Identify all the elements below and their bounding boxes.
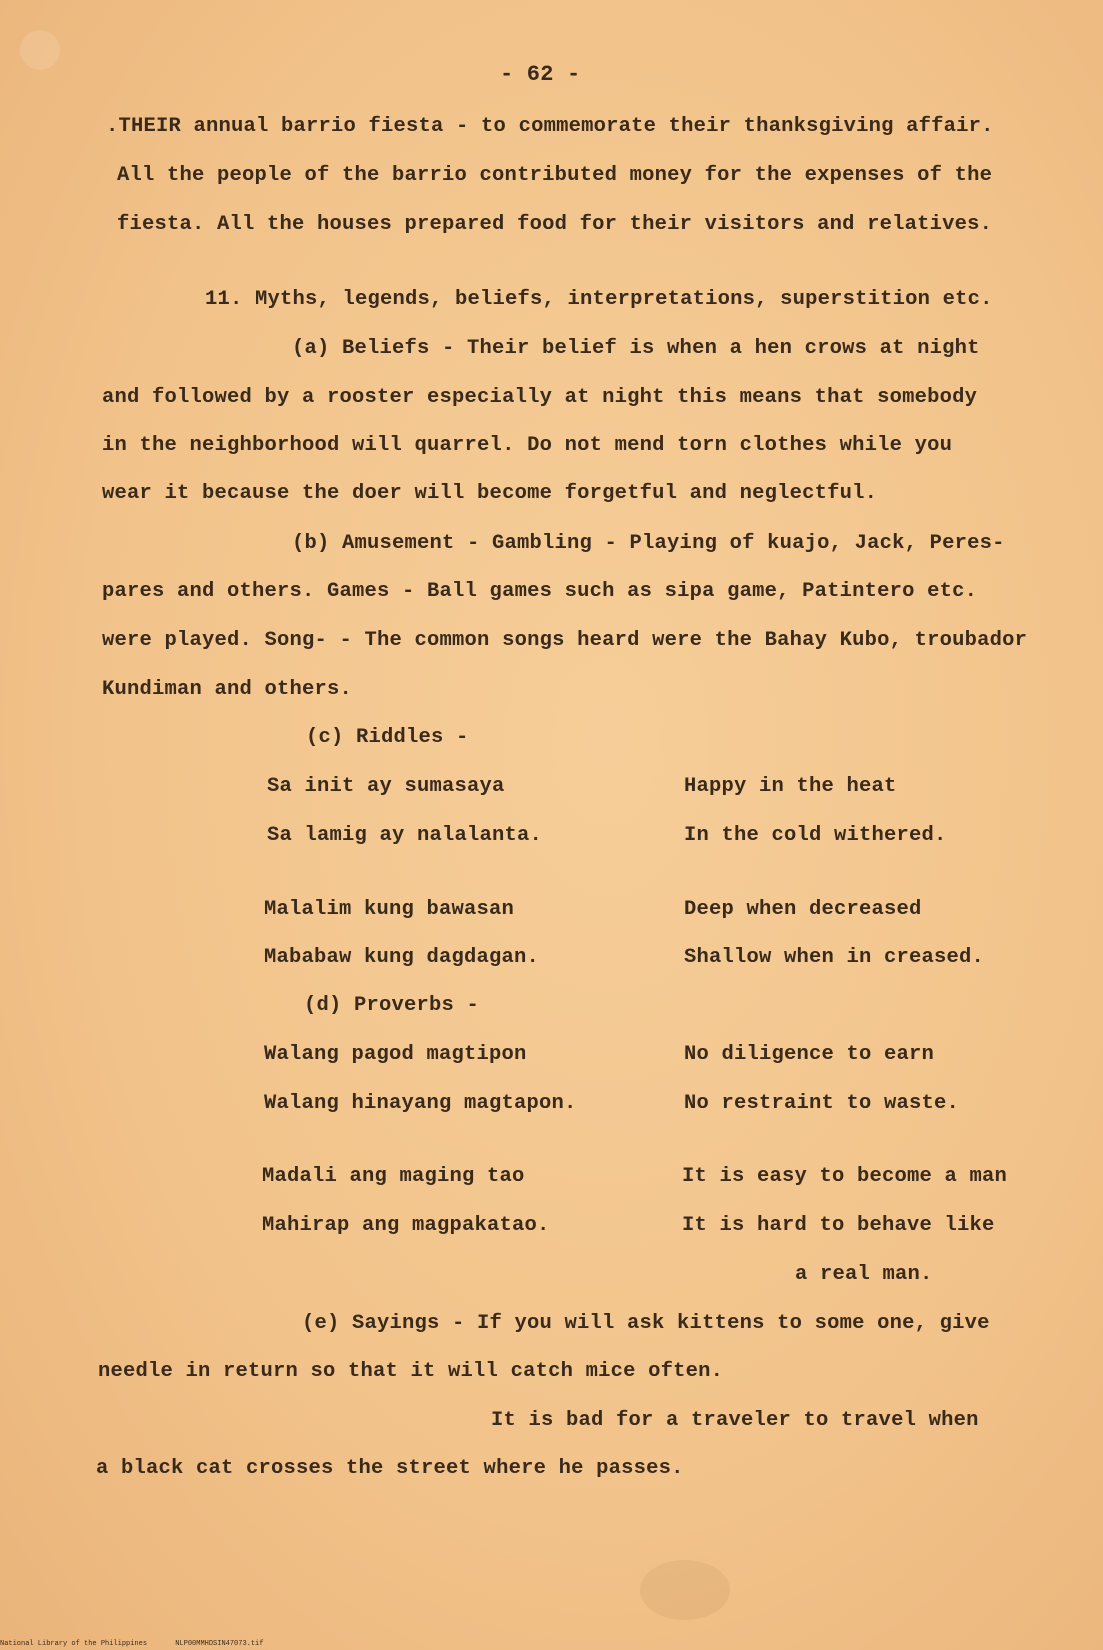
amusement-line: were played. Song- - The common songs heard were the Bahay Kubo, troubador bbox=[102, 629, 1028, 652]
riddle-right: In the cold withered. bbox=[684, 824, 947, 847]
proverb-right: It is easy to become a man bbox=[682, 1165, 1008, 1188]
proverb-left: Walang hinayang magtapon. bbox=[264, 1092, 577, 1115]
riddle-left: Malalim kung bawasan bbox=[264, 898, 515, 921]
page-number: - 62 - bbox=[500, 62, 581, 87]
riddle-left: Sa init ay sumasaya bbox=[267, 775, 505, 798]
proverb-right: No diligence to earn bbox=[684, 1043, 935, 1066]
riddle-right: Happy in the heat bbox=[684, 775, 897, 798]
paragraph-line: .THEIR annual barrio fiesta - to commemorate their thanksgiving affair. bbox=[106, 115, 994, 138]
proverb-left: Walang pagod magtipon bbox=[264, 1043, 527, 1066]
scan-footer bbox=[0, 1640, 287, 1648]
beliefs-line: and followed by a rooster especially at night this means that somebody bbox=[102, 386, 978, 409]
proverbs-heading: (d) Proverbs - bbox=[304, 994, 480, 1017]
sayings-line: (e) Sayings - If you will ask kittens to some one, give bbox=[302, 1312, 990, 1335]
stain bbox=[20, 30, 60, 70]
riddle-left: Mababaw kung dagdagan. bbox=[264, 946, 540, 969]
beliefs-line: wear it because the doer will become forgetful and neglectful. bbox=[102, 482, 878, 505]
amusement-line: pares and others. Games - Ball games such as sipa game, Patintero etc. bbox=[102, 580, 978, 603]
proverb-left: Madali ang maging tao bbox=[262, 1165, 525, 1188]
footer-file: NLP00MMHDSIN47073.tif bbox=[175, 1640, 264, 1648]
riddle-right: Deep when decreased bbox=[684, 898, 922, 921]
paragraph-line: All the people of the barrio contributed money for the expenses of the bbox=[117, 164, 993, 187]
riddle-right: Shallow when in creased. bbox=[684, 946, 985, 969]
paragraph-line: fiesta. All the houses prepared food for their visitors and relatives. bbox=[117, 213, 993, 236]
proverb-right: It is hard to behave like bbox=[682, 1214, 995, 1237]
sayings-line: a black cat crosses the street where he passes. bbox=[96, 1457, 684, 1480]
riddles-heading: (c) Riddles - bbox=[306, 726, 469, 749]
sayings-line: needle in return so that it will catch mice often. bbox=[98, 1360, 724, 1383]
proverb-continuation: a real man. bbox=[795, 1263, 933, 1286]
beliefs-line: in the neighborhood will quarrel. Do not mend torn clothes while you bbox=[102, 434, 953, 457]
riddle-left: Sa lamig ay nalalanta. bbox=[267, 824, 543, 847]
proverb-left: Mahirap ang magpakatao. bbox=[262, 1214, 550, 1237]
stain bbox=[640, 1560, 730, 1620]
amusement-line: Kundiman and others. bbox=[102, 678, 353, 701]
proverb-right: No restraint to waste. bbox=[684, 1092, 960, 1115]
beliefs-line: (a) Beliefs - Their belief is when a hen crows at night bbox=[292, 337, 980, 360]
footer-library: National Library of the Philippines bbox=[0, 1640, 148, 1648]
amusement-line: (b) Amusement - Gambling - Playing of kuajo, Jack, Peres- bbox=[292, 532, 1005, 555]
sayings-line: It is bad for a traveler to travel when bbox=[491, 1409, 979, 1432]
section-heading: 11. Myths, legends, beliefs, interpretations, superstition etc. bbox=[205, 288, 993, 311]
